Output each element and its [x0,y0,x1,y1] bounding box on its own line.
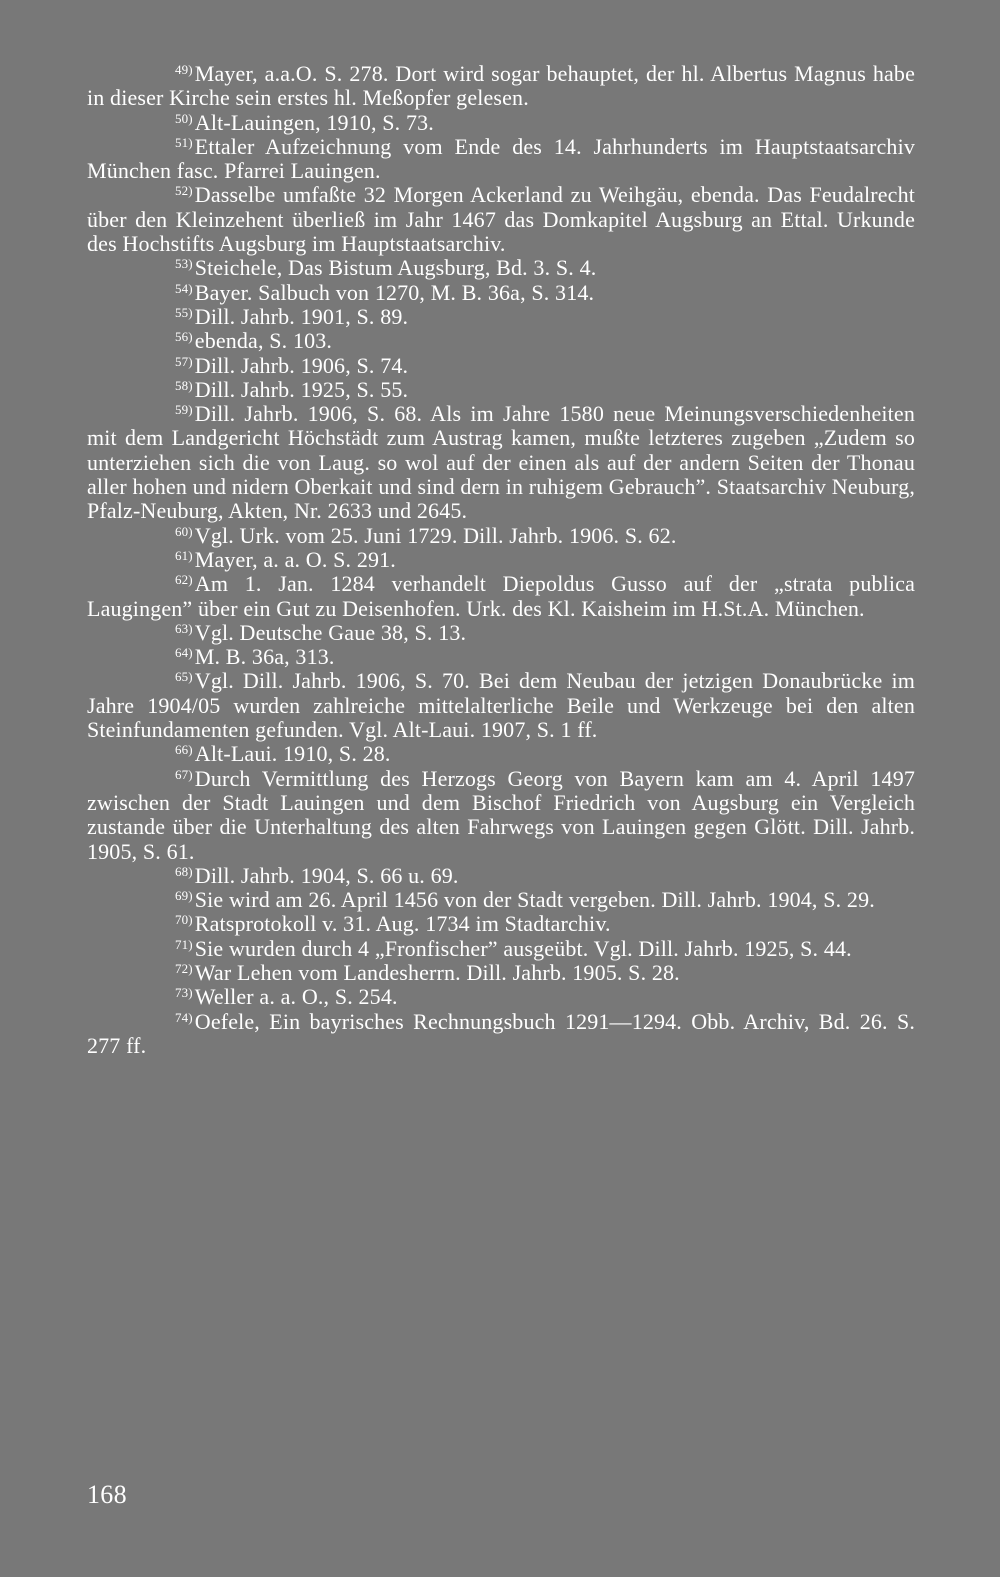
footnote-text: Dill. Jahrb. 1925, S. 55. [194,376,409,402]
footnote-64 [87,645,915,669]
footnote-text: Dill. Jahrb. 1901, S. 89. [194,303,409,329]
footnote-text: M. B. 36a, 313. [194,644,335,670]
footnote-text: Dill. Jahrb. 1904, S. 66 u. 69. [194,862,459,888]
footnote-number: 64) [175,645,193,661]
footnote-text: Durch Vermittlung des Herzogs Georg von Bayern kam am 4. April 1497 zwischen der Stadt Lauingen und dem Bischof Friedrich von Augsburg ein Vergleich zustande über die Unterhaltung des alten Fahrwegs von Lauingen gegen Glött. Dill. Jahrb. 1905, S. 61. [87,765,915,864]
footnote-number: 62) [175,572,193,588]
footnote-69 [87,888,915,912]
footnote-text: Vgl. Urk. vom 25. Juni 1729. Dill. Jahrb. 1906. S. 62. [194,522,677,548]
footnote-text: Ettaler Aufzeichnung vom Ende des 14. Jahrhunderts im Hauptstaatsarchiv München fasc. Pfarrei Lauingen. [87,133,915,184]
footnote-number: 54) [175,280,193,296]
footnote-51 [87,135,915,184]
footnote-text: Alt-Laui. 1910, S. 28. [194,741,391,767]
footnote-text: ebenda, S. 103. [194,328,333,354]
footnote-number: 63) [175,620,193,636]
footnote-62 [87,572,915,621]
footnote-number: 65) [175,669,193,685]
footnote-49 [87,62,915,111]
footnote-52 [87,183,915,256]
footnote-number: 56) [175,329,193,345]
footnote-text: Mayer, a.a.O. S. 278. Dort wird sogar behauptet, der hl. Albertus Magnus habe in dieser Kirche sein erstes hl. Meßopfer gelesen. [87,61,915,111]
footnote-text: Am 1. Jan. 1284 verhandelt Diepoldus Gusso auf der „strata publica Laugingen” über ein Gut zu Deisenhofen. Urk. des Kl. Kaisheim im H.St.A. München. [87,571,915,621]
footnote-number: 55) [175,304,193,320]
footnote-67 [87,767,915,864]
footnote-61 [87,548,915,572]
footnote-list [87,62,915,1058]
footnote-58 [87,378,915,402]
footnote-text: Oefele, Ein bayrisches Rechnungsbuch 1291—1294. Obb. Archiv, Bd. 26. S. 277 ff. [87,1008,915,1058]
footnote-text: Dill. Jahrb. 1906, S. 68. Als im Jahre 1580 neue Meinungsverschiedenheiten mit dem Landgericht Höchstädt zum Austrag kamen, mußte letzteres zugeben „Zudem so unterziehen sich die von Laug. so wol auf der einen als auf der andern Seiten der Thonau aller hohen und nidern Oberkait und sind dern in ruhigem Gebrauch”. Staatsarchiv Neuburg, Pfalz-Neuburg, Akten, Nr. 2633 und 2645. [87,401,915,524]
footnote-text: Steichele, Das Bistum Augsburg, Bd. 3. S. 4. [194,255,597,281]
footnote-text: Dill. Jahrb. 1906, S. 74. [194,352,409,378]
footnote-number: 57) [175,353,193,369]
footnote-number: 70) [175,912,193,928]
footnote-65 [87,669,915,742]
footnote-55 [87,305,915,329]
footnote-text: Ratsprotokoll v. 31. Aug. 1734 im Stadtarchiv. [194,911,611,937]
footnote-number: 60) [175,523,193,539]
footnote-54 [87,281,915,305]
footnote-73 [87,985,915,1009]
footnote-72 [87,961,915,985]
footnote-number: 69) [175,888,193,904]
footnote-text: Weller a. a. O., S. 254. [194,984,398,1010]
footnote-57 [87,354,915,378]
footnote-number: 68) [175,863,193,879]
footnote-63 [87,621,915,645]
footnote-text: Alt-Lauingen, 1910, S. 73. [194,109,434,135]
footnote-text: Mayer, a. a. O. S. 291. [194,546,396,572]
footnote-number: 53) [175,256,193,272]
footnote-number: 51) [175,134,193,150]
footnote-66 [87,742,915,766]
footnote-text: War Lehen vom Landesherrn. Dill. Jahrb. 1905. S. 28. [194,959,680,985]
footnote-text: Sie wurden durch 4 „Fronfischer” ausgeübt. Vgl. Dill. Jahrb. 1925, S. 44. [194,935,852,961]
footnote-60 [87,524,915,548]
footnote-number: 49) [175,62,193,77]
footnote-number: 58) [175,377,193,393]
footnote-text: Bayer. Salbuch von 1270, M. B. 36a, S. 314. [194,279,595,305]
footnote-74 [87,1010,915,1059]
footnote-68 [87,864,915,888]
footnote-number: 74) [175,1009,193,1025]
footnote-number: 66) [175,742,193,758]
footnote-text: Vgl. Dill. Jahrb. 1906, S. 70. Bei dem Neubau der jetzigen Donaubrücke im Jahre 1904/05 wurden zahlreiche mittelalterliche Beile und Werkzeuge bei den alten Steinfundamenten gefunden. Vgl. Alt-Laui. 1907, S. 1 ff. [87,668,915,743]
footnote-number: 72) [175,960,193,976]
footnote-70 [87,912,915,936]
footnote-text: Vgl. Deutsche Gaue 38, S. 13. [194,619,467,645]
footnote-number: 52) [175,183,193,199]
footnote-53 [87,256,915,280]
footnote-text: Sie wird am 26. April 1456 von der Stadt vergeben. Dill. Jahrb. 1904, S. 29. [194,887,875,913]
footnote-number: 73) [175,985,193,1001]
footnote-number: 71) [175,936,193,952]
footnote-number: 59) [175,402,193,418]
footnote-50 [87,111,915,135]
footnote-56 [87,329,915,353]
footnote-71 [87,937,915,961]
footnote-number: 61) [175,547,193,563]
footnote-number: 67) [175,766,193,782]
footnote-59 [87,402,915,523]
footnote-number: 50) [175,110,193,126]
footnote-text: Dasselbe umfaßte 32 Morgen Ackerland zu Weihgäu, ebenda. Das Feudalrecht über den Kleinzehent überließ im Jahr 1467 das Domkapitel Augsburg an Ettal. Urkunde des Hochstifts Augsburg im Hauptstaatsarchiv. [87,182,915,257]
page-number: 168 [87,1480,127,1509]
